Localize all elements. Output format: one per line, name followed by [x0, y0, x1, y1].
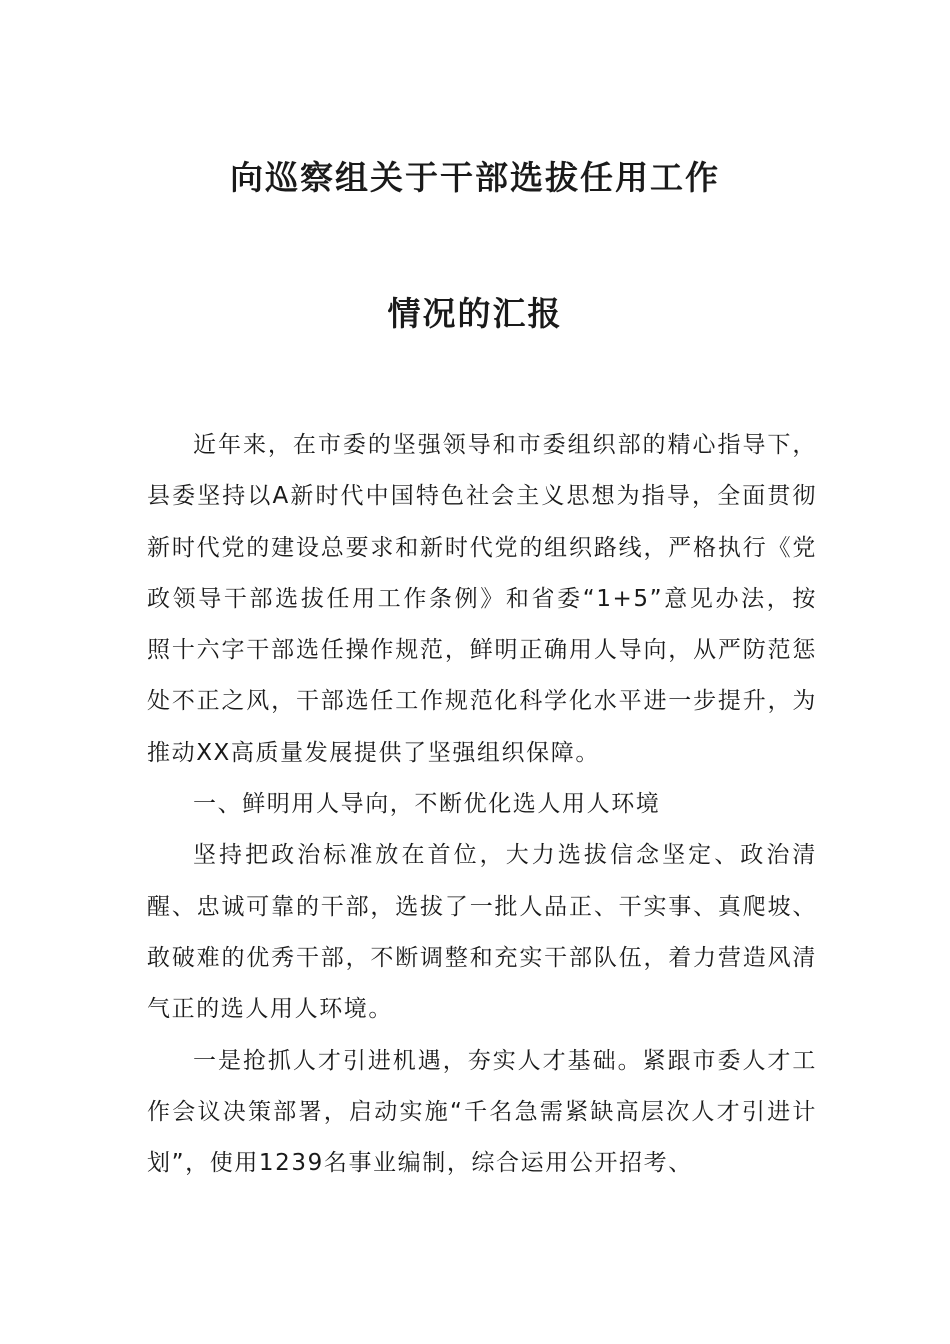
- document-title-line-2: 情况的汇报: [387, 294, 563, 333]
- section-heading-1: 一、鲜明用人导向，不断优化选人用人环境: [193, 791, 661, 818]
- paragraph-intro: 近年来，在市委的坚强领导和市委组织部的精心指导下，县委坚持以A新时代中国特色社会主义思想为指导，全面贯彻新时代党的建设总要求和新时代党的组织路线，严格执行《党政领导干部选拔任用工作条例》和省委“1+5”意见办法，按照十六字干部选任操作规范，鲜明正确用人导向，从严防范惩处不正之风，干部选任工作规范化科学化水平进一步提升，为推动XX高质量发展提供了坚强组织保障。: [147, 432, 817, 766]
- document-title-line-1: 向巡察组关于干部选拔任用工作: [230, 158, 720, 197]
- document-body: [147, 420, 817, 1189]
- paragraph-section-1: 坚持把政治标准放在首位，大力选拔信念坚定、政治清醒、忠诚可靠的干部，选拔了一批人品正、干实事、真爬坡、敢破难的优秀干部，不断调整和充实干部队伍，着力营造风清气正的选人用人环境。: [147, 842, 817, 1023]
- paragraph-point-1: 一是抢抓人才引进机遇，夯实人才基础。紧跟市委人才工作会议决策部署，启动实施“千名急需紧缺高层次人才引进计划”，使用1239名事业编制，综合运用公开招考、: [147, 1047, 817, 1177]
